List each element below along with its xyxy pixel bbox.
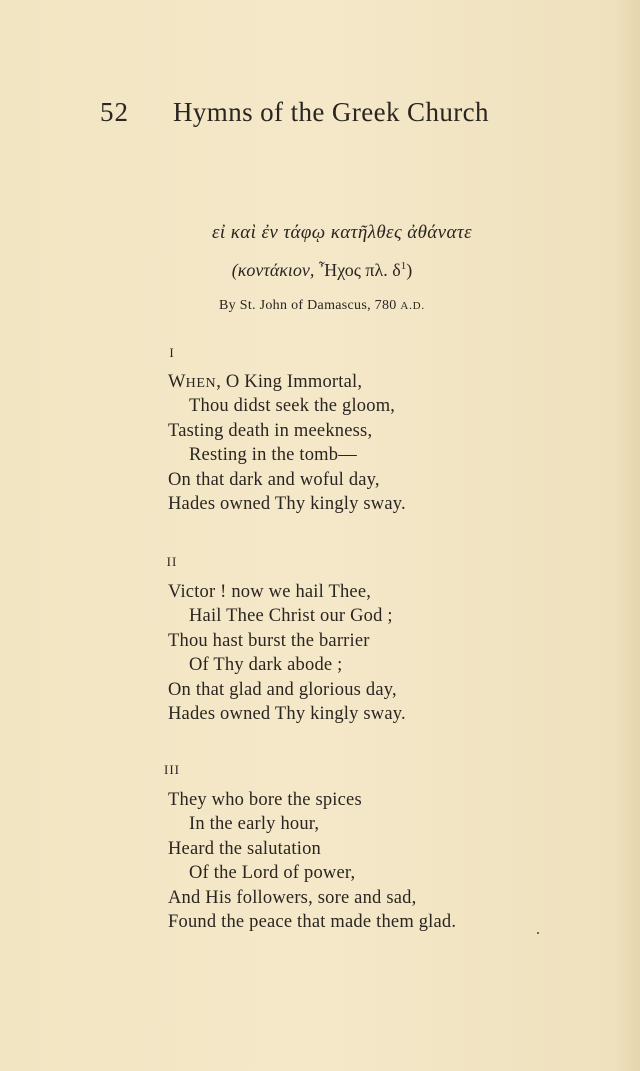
stanza-numeral-1: I — [169, 345, 175, 360]
verse-line: Hail Thee Christ our God ; — [189, 606, 393, 627]
attribution-era: A.D. — [400, 300, 425, 312]
running-title: Hymns of the Greek Church — [173, 97, 489, 127]
verse-line: Heard the salutation — [168, 838, 321, 859]
page-number: 52 — [100, 97, 129, 127]
verse-line — [168, 370, 568, 394]
stanza-2 — [168, 580, 568, 726]
greek-title: εἰ καὶ ἐν τάφῳ κατῆλθες ἀθάνατε — [212, 222, 472, 243]
verse-line: Of the Lord of power, — [189, 863, 356, 884]
stanza-1 — [168, 370, 568, 516]
verse-line: Thou didst seek the gloom, — [189, 396, 396, 417]
greek-subtitle-open: (κοντάκιον, — [231, 260, 315, 280]
stanza-numeral-3: III — [164, 762, 180, 777]
drop-cap: W — [168, 372, 186, 392]
verse-line: On that dark and woful day, — [168, 469, 380, 490]
running-head — [100, 97, 540, 133]
greek-subtitle — [162, 260, 482, 281]
verse-line: They who bore the spices — [168, 790, 362, 810]
greek-subtitle-mode: Ἦχος πλ. δ — [318, 260, 401, 280]
stanza-3 — [168, 788, 568, 934]
verse-line: In the early hour, — [189, 814, 320, 835]
greek-subtitle-close: ) — [406, 260, 413, 280]
verse-line: Of Thy dark abode ; — [189, 655, 343, 676]
verse-line: Resting in the tomb— — [189, 445, 357, 466]
verse-line: Thou hast burst the barrier — [168, 630, 370, 651]
verse-line: Hades owned Thy kingly sway. — [168, 703, 406, 724]
small-caps-word: HEN — [185, 376, 217, 391]
verse-line: On that glad and glorious day, — [168, 679, 397, 700]
first-line-rest: , O King Immortal, — [216, 372, 363, 392]
verse-line: Hades owned Thy kingly sway. — [168, 493, 406, 514]
greek-subtitle-sup: 1 — [400, 260, 407, 272]
print-speck — [537, 932, 539, 934]
attribution-text: By St. John of Damascus, 780 — [219, 298, 397, 313]
verse-line: Victor ! now we hail Thee, — [168, 582, 372, 602]
verse-line: Found the peace that made them glad. — [168, 911, 457, 932]
verse-line: Tasting death in meekness, — [168, 420, 373, 441]
verse-line: And His followers, sore and sad, — [168, 887, 417, 908]
stanza-numeral-2: II — [166, 554, 178, 569]
attribution — [152, 298, 492, 314]
